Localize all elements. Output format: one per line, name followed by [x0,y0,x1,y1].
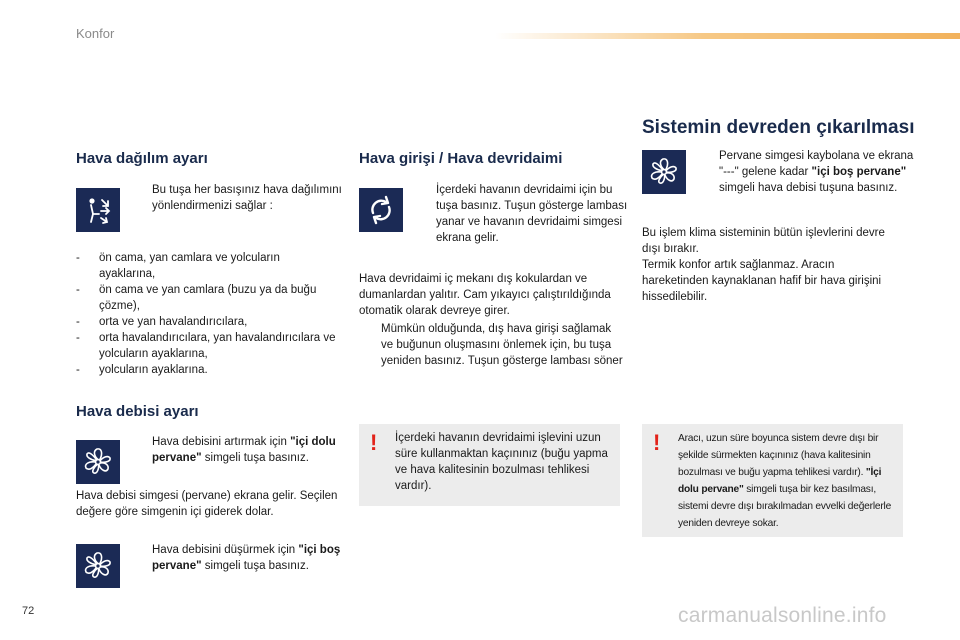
option-text: yolcuların ayaklarına. [99,364,208,376]
recirculation-instruction [414,182,632,246]
instruction-bold: "içi boş pervane" [811,166,907,178]
watermark: carmanualsonline.info [678,604,887,627]
warning-icon: ! [653,430,661,455]
list-item [76,362,338,378]
list-item [76,250,338,282]
instruction-text: simgeli tuşa basınız. [201,560,309,572]
air-flow-increase-instruction [130,434,352,466]
instruction-text: Hava debisini düşürmek için [152,544,299,556]
air-flow-title: Hava debisi ayarı [76,403,199,420]
air-flow-decrease-instruction [130,542,352,574]
header-decor-bar [495,33,960,39]
distribution-options-list [76,250,338,378]
option-text: orta havalandırıcılara, yan havalandırıcılara ve yolcuların ayaklarına, [99,332,336,360]
recirculation-note [359,321,626,369]
description-text: Termik konfor artık sağlanmaz. Aracın hareketinden kaynaklanan hafif bir hava girişini hissedilebilir. [642,259,882,303]
dash: - [76,316,80,328]
note-text: Mümkün olduğunda, dış hava girişi sağlamak ve buğunun oluşmasını önlemek için, bu tuşa yeniden basınız. Tuşun gösterge lambası söner [381,323,623,367]
list-item [76,314,338,330]
dash: - [76,364,80,376]
instruction-bold: "içi dolu pervane" [152,436,336,464]
air-flow-description: Hava debisi simgesi (pervane) ekrana gelir. Seçilen değere göre simgenin içi giderek dolar. [76,490,338,518]
instruction-text: simgeli tuşa basınız. [201,452,309,464]
instruction-text: simgeli hava debisi tuşuna basınız. [719,182,898,194]
air-distribution-title: Hava dağılım ayarı [76,150,208,167]
list-item [76,330,338,362]
shutdown-title: Sistemin devreden çıkarılması [642,117,915,138]
instruction-text: Hava debisini artırmak için [152,436,291,448]
air-distribution-icon [76,188,120,232]
dash: - [76,252,80,264]
description-text: Bu işlem klima sisteminin bütün işlevlerini devre dışı bırakır. [642,227,885,255]
warning-text [678,430,897,532]
shutdown-warning [642,424,903,537]
option-text: ön cama, yan camlara ve yolcuların ayaklarına, [99,252,280,280]
recirculation-title: Hava girişi / Hava devridaimi [359,150,563,167]
warning-text: İçerdeki havanın devridaimi işlevini uzun süre kullanmaktan kaçınınız (buğu yapma ve hava kalitesinin bozulması tehlikesi vardır). [395,432,608,492]
instruction-text: Pervane simgesi kaybolana ve ekrana "---" gelene kadar [719,150,914,178]
shutdown-description [642,225,904,305]
warning-text-bold: "İçi dolu pervane" [678,467,882,495]
option-text: ön cama ve yan camlara (buzu ya da buğu çözme), [99,284,317,312]
instruction-bold: "içi boş pervane" [152,544,341,572]
option-text: orta ve yan havalandırıcılara, [99,316,248,328]
instruction-text: Bu tuşa her basışınız hava dağılımını yönlendirmenizi sağlar : [152,184,342,212]
fan-empty-icon [76,544,120,588]
warning-text-part: Aracı, uzun süre boyunca sistem devre dışı bir şekilde sürmekten kaçınınız (hava kalitesinin bozulması ve buğu yapma tehlikesi vardır). [678,433,879,478]
recirculation-description: Hava devridaimi iç mekanı dış kokulardan ve dumanlardan yalıtır. Cam yıkayıcı çalıştırıldığında otomatik olarak devreye girer. [359,273,611,317]
fan-full-icon [76,440,120,484]
section-label: Konfor [76,26,115,41]
list-item [76,282,338,314]
warning-icon: ! [370,430,378,455]
instruction-text: İçerdeki havanın devridaimi için bu tuşa basınız. Tuşun gösterge lambası yanar ve havanın devridaimi simgesi ekrana gelir. [436,184,628,244]
fan-empty-icon [642,150,686,194]
air-distribution-instruction [130,182,342,214]
shutdown-instruction [697,148,919,196]
dash: - [76,332,80,344]
recirculation-icon [359,188,403,232]
dash: - [76,284,80,296]
recirculation-warning [359,424,620,506]
page-number: 72 [22,605,35,617]
warning-text-part: simgeli tuşa bir kez basılması, sistemi devre dışı bırakılmadan evvelki değerlerle yeniden devreye sokar. [678,484,892,529]
